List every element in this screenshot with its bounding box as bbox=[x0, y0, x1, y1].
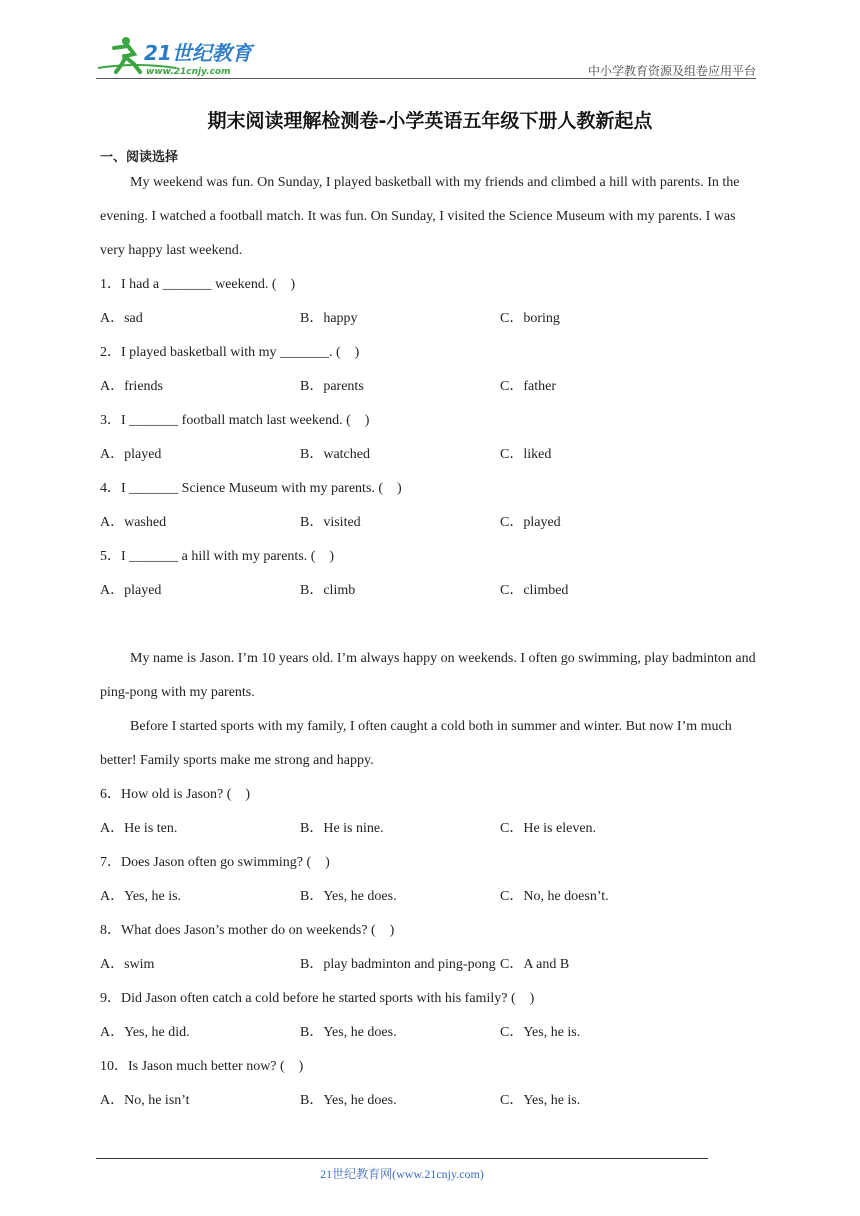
option-c[interactable]: C．Yes, he is. bbox=[500, 1093, 581, 1108]
footer-divider bbox=[96, 1158, 708, 1159]
options-6 bbox=[100, 812, 760, 846]
option-b[interactable]: B．watched bbox=[300, 447, 370, 462]
option-c[interactable]: C．father bbox=[500, 379, 556, 394]
question-group-1 bbox=[100, 268, 760, 608]
option-c[interactable]: C．liked bbox=[500, 447, 552, 462]
option-b[interactable]: B．Yes, he does. bbox=[300, 1025, 397, 1040]
options-8 bbox=[100, 948, 760, 982]
option-b[interactable]: B．visited bbox=[300, 515, 361, 530]
option-a[interactable]: A．sad bbox=[100, 311, 143, 326]
passage-1: My weekend was fun. On Sunday, I played basketball with my friends and climbed a hill with parents. In the evening. I watched a football match. It was fun. On Sunday, I visited the Science Museum with my parents. I was very happy last weekend. bbox=[100, 175, 740, 258]
options-7 bbox=[100, 880, 760, 914]
option-a[interactable]: A．Yes, he did. bbox=[100, 1025, 190, 1040]
option-b[interactable]: B．Yes, he does. bbox=[300, 889, 397, 904]
option-c[interactable]: C．played bbox=[500, 515, 561, 530]
question-group-2 bbox=[100, 778, 760, 1118]
spacer bbox=[100, 608, 760, 642]
question-8: 8．What does Jason’s mother do on weekends? ( ) bbox=[100, 923, 395, 938]
question-7: 7．Does Jason often go swimming? ( ) bbox=[100, 855, 330, 870]
question-5: 5．I _______ a hill with my parents. ( ) bbox=[100, 549, 335, 564]
option-c[interactable]: C．boring bbox=[500, 311, 560, 326]
passage-2-paragraph-1: My name is Jason. I’m 10 years old. I’m always happy on weekends. I often go swimming, play badminton and ping-pong with my parents. bbox=[100, 651, 756, 700]
option-a[interactable]: A．He is ten. bbox=[100, 821, 178, 836]
question-9: 9．Did Jason often catch a cold before he started sports with his family? ( ) bbox=[100, 991, 535, 1006]
question-4: 4．I _______ Science Museum with my parents. ( ) bbox=[100, 481, 402, 496]
question-1: 1．I had a _______ weekend. ( ) bbox=[100, 277, 296, 292]
question-2: 2．I played basketball with my _______. ( ) bbox=[100, 345, 360, 360]
option-b[interactable]: B．play badminton and ping-pong bbox=[300, 957, 496, 972]
header-divider bbox=[96, 78, 756, 79]
option-a[interactable]: A．friends bbox=[100, 379, 163, 394]
option-a[interactable]: A．No, he isn’t bbox=[100, 1093, 190, 1108]
option-b[interactable]: B．happy bbox=[300, 311, 358, 326]
option-a[interactable]: A．washed bbox=[100, 515, 167, 530]
options-10 bbox=[100, 1084, 760, 1118]
option-b[interactable]: B．climb bbox=[300, 583, 356, 598]
site-logo bbox=[96, 34, 266, 78]
question-3: 3．I _______ football match last weekend. ( ) bbox=[100, 413, 370, 428]
question-6: 6．How old is Jason? ( ) bbox=[100, 787, 251, 802]
site-name: 中小学教育资源及组卷应用平台 bbox=[587, 64, 756, 78]
option-c[interactable]: C．A and B bbox=[500, 957, 570, 972]
option-b[interactable]: B．Yes, he does. bbox=[300, 1093, 397, 1108]
page-title: 期末阅读理解检测卷-小学英语五年级下册人教新起点 bbox=[207, 110, 653, 132]
option-c[interactable]: C．climbed bbox=[500, 583, 569, 598]
options-1 bbox=[100, 302, 760, 336]
main-content bbox=[100, 166, 760, 1118]
options-2 bbox=[100, 370, 760, 404]
passage-2-paragraph-2: Before I started sports with my family, I often caught a cold both in summer and winter. But now I’m much better! Family sports make me strong and happy. bbox=[100, 719, 732, 768]
logo-text: 21世纪教育 bbox=[144, 41, 252, 65]
options-9 bbox=[100, 1016, 760, 1050]
logo-url: www.21cnjy.com bbox=[146, 67, 231, 77]
option-a[interactable]: A．Yes, he is. bbox=[100, 889, 182, 904]
footer-link[interactable]: 21世纪教育网(www.21cnjy.com) bbox=[320, 1167, 484, 1181]
section-heading: 一、阅读选择 bbox=[100, 150, 179, 165]
option-a[interactable]: A．played bbox=[100, 583, 162, 598]
option-a[interactable]: A．swim bbox=[100, 957, 155, 972]
options-5 bbox=[100, 574, 760, 608]
option-b[interactable]: B．parents bbox=[300, 379, 364, 394]
page-header bbox=[96, 34, 756, 78]
option-c[interactable]: C．Yes, he is. bbox=[500, 1025, 581, 1040]
option-a[interactable]: A．played bbox=[100, 447, 162, 462]
question-10: 10．Is Jason much better now? ( ) bbox=[100, 1059, 304, 1074]
option-c[interactable]: C．He is eleven. bbox=[500, 821, 597, 836]
options-3 bbox=[100, 438, 760, 472]
option-c[interactable]: C．No, he doesn’t. bbox=[500, 889, 609, 904]
options-4 bbox=[100, 506, 760, 540]
option-b[interactable]: B．He is nine. bbox=[300, 821, 384, 836]
